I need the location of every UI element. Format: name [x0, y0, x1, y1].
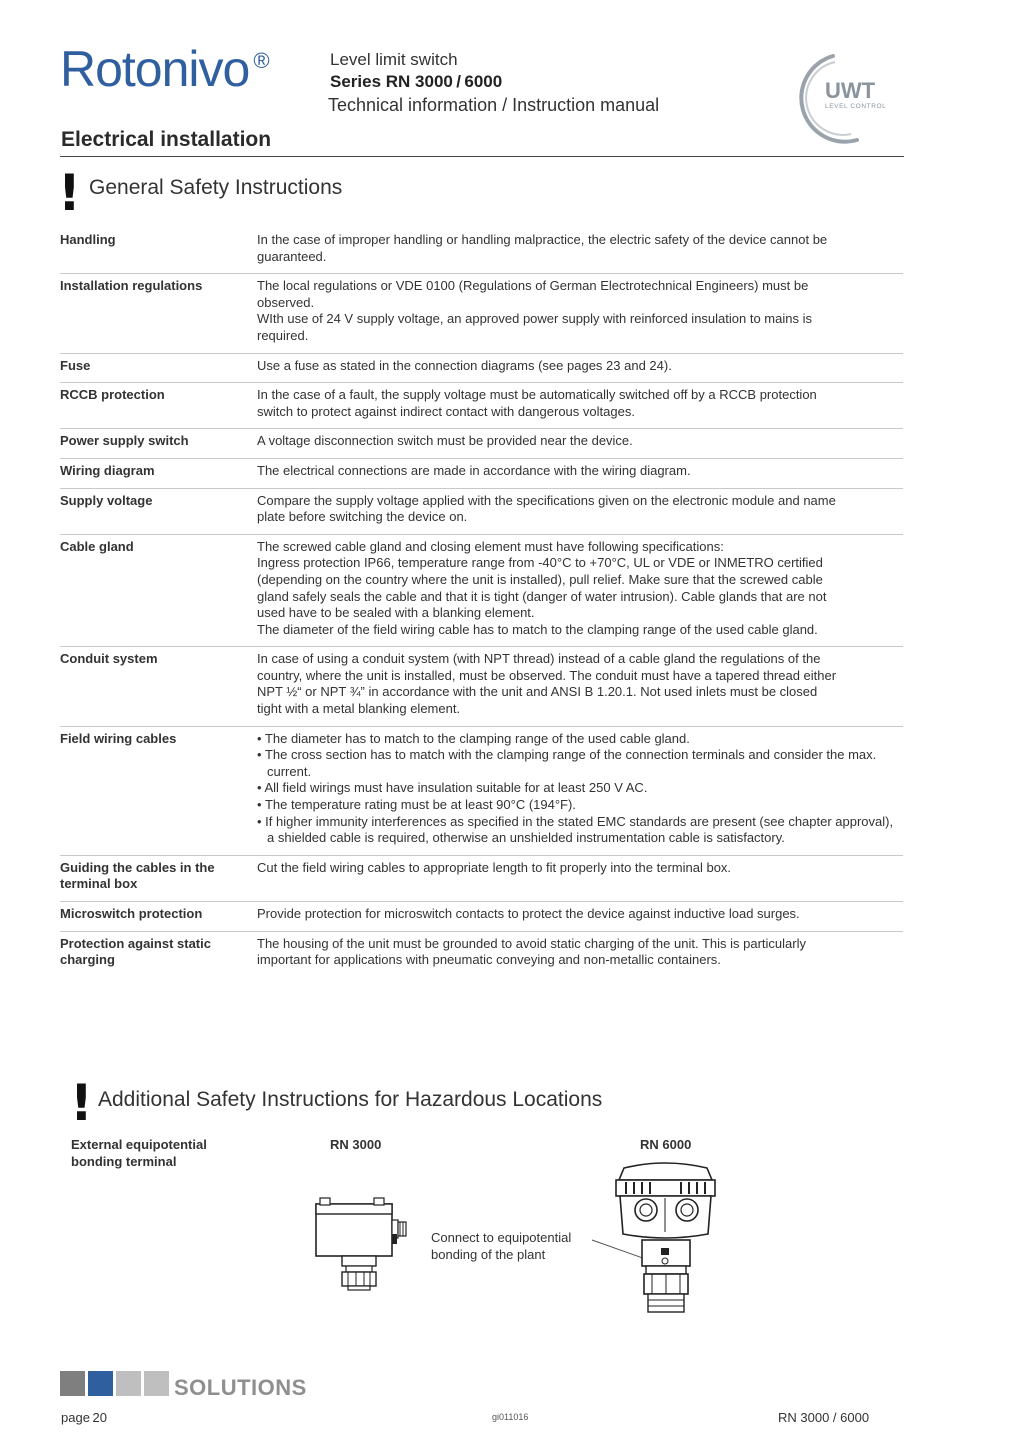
row-label: RCCB protection — [60, 387, 165, 403]
row-text-line: used have to be sealed with a blanking element. — [257, 605, 535, 621]
row-label: Handling — [60, 232, 116, 247]
row-text-line: observed. — [257, 294, 315, 310]
section-title: Electrical installation — [61, 128, 272, 151]
header-doc-type: Technical information / Instruction manual — [328, 95, 660, 115]
row-text — [257, 650, 903, 717]
bullet-item: • All field wirings must have insulation suitable for at least 250 V AC. — [257, 780, 648, 796]
row-label: Protection against static charging — [60, 935, 211, 968]
document-code: gi011016 — [492, 1412, 529, 1422]
bullet-item: • The diameter has to match to the clamping range of the used cable gland. — [257, 730, 690, 746]
table-row — [60, 429, 903, 459]
row-text — [257, 730, 903, 847]
row-label: Field wiring cables — [60, 730, 177, 746]
row-text — [257, 231, 903, 265]
bullet-item: • The cross section has to match with the clamping range of the connection terminals and consider the max. current. — [257, 747, 877, 779]
table-row — [60, 489, 903, 535]
row-text-line: Use a fuse as stated in the connection diagrams (see pages 23 and 24). — [257, 357, 672, 373]
row-label: Installation regulations — [60, 278, 203, 294]
general-safety-title: General Safety Instructions — [89, 176, 343, 199]
row-text-line: guaranteed. — [257, 248, 327, 264]
row-label: Cable gland — [60, 538, 134, 554]
connect-note: Connect to equipotential bonding of the plant — [431, 1230, 572, 1262]
exclamation-icon: ! — [58, 164, 81, 222]
row-text-line: required. — [257, 327, 309, 343]
brand-title: Rotonivo ® — [60, 41, 269, 97]
row-text-line: The local regulations or VDE 0100 (Regulations of German Electrotechnical Engineers) must be — [257, 278, 809, 294]
row-text-line: In the case of a fault, the supply voltage must be automatically switched off by a RCCB protection — [257, 387, 817, 403]
header-series: Series RN 3000 / 6000 — [330, 72, 503, 91]
table-row — [60, 535, 903, 648]
hazardous-safety-title: Additional Safety Instructions for Hazardous Locations — [98, 1088, 603, 1111]
footer-model: RN 3000 / 6000 — [778, 1410, 870, 1425]
row-text-line: (depending on the country where the unit is installed), pull relief. Make sure that the screwed cable — [257, 571, 823, 587]
table-row — [60, 856, 903, 902]
row-text-line: The electrical connections are made in accordance with the wiring diagram. — [257, 462, 691, 478]
row-text — [257, 859, 903, 893]
row-text — [257, 538, 903, 639]
exclamation-icon: ! — [70, 1074, 93, 1132]
row-text-line: In the case of improper handling or handling malpractice, the electric safety of the device cannot be — [257, 232, 828, 247]
row-text — [257, 462, 903, 480]
rn3000-label: RN 3000 — [330, 1137, 382, 1152]
row-label: Guiding the cables in the terminal box — [60, 859, 215, 892]
rn6000-device-drawing — [608, 1160, 723, 1315]
row-text-line: NPT ½“ or NPT ¾” in accordance with the unit and ANSI B 1.20.1. Not used inlets must be closed — [257, 684, 818, 700]
row-text-line: WIth use of 24 V supply voltage, an approved power supply with reinforced insulation to mains is — [257, 311, 812, 327]
header-divider — [60, 156, 904, 157]
page-number: page 20 — [61, 1410, 107, 1425]
row-text-line: important for applications with pneumatic conveying and non-metallic containers. — [257, 952, 721, 968]
row-text — [257, 492, 903, 526]
table-row — [60, 932, 903, 977]
row-label: Supply voltage — [60, 492, 153, 508]
solutions-logo — [60, 1370, 390, 1398]
row-label: Power supply switch — [60, 433, 189, 449]
registered-mark: ® — [253, 48, 269, 73]
row-text-line: gland safely seals the cable and that it is tight (danger of water intrusion). Cable glands that are not — [257, 588, 827, 604]
row-text-line: Cut the field wiring cables to appropriate length to fit properly into the terminal box. — [257, 859, 732, 875]
logo-text: UWT — [825, 78, 876, 103]
row-label: Wiring diagram — [60, 462, 155, 478]
table-row — [60, 459, 903, 489]
bullet-item: • The temperature rating must be at least 90°C (194°F). — [257, 797, 576, 813]
table-row — [60, 902, 903, 932]
row-text — [257, 357, 903, 375]
table-row — [60, 647, 903, 726]
row-text-line: Provide protection for microswitch contacts to protect the device against inductive load surges. — [257, 906, 800, 921]
header-product-type: Level limit switch — [330, 50, 458, 69]
row-label: Conduit system — [60, 651, 158, 667]
row-text-line: switch to protect against indirect contact with dangerous voltages. — [257, 403, 635, 419]
rn3000-device-drawing — [312, 1196, 432, 1296]
row-text-line: country, where the unit is installed, must be observed. The conduit must have a tapered thread either — [257, 667, 837, 683]
uwt-logo — [785, 52, 905, 147]
row-text-line: The screwed cable gland and closing element must have following specifications: — [257, 538, 724, 554]
bullet-item: • If higher immunity interferences as specified in the stated EMC standards are present (see chapter approval), a shielded cable is required, otherwise an unshielded instrumentation cable is satisfactory. — [257, 813, 894, 846]
table-row — [60, 383, 903, 429]
table-row — [60, 228, 903, 274]
row-text-line: Ingress protection IP66, temperature range from -40°C to +70°C, UL or VDE or INMETRO certified — [257, 555, 823, 571]
row-text-line: plate before switching the device on. — [257, 509, 468, 525]
row-text-line: Compare the supply voltage applied with the specifications given on the electronic module and name — [257, 492, 836, 508]
row-text — [257, 905, 903, 923]
row-text-line: The housing of the unit must be grounded to avoid static charging of the unit. This is particularly — [257, 935, 806, 951]
row-label: Microswitch protection — [60, 906, 203, 921]
row-text-line: tight with a metal blanking element. — [257, 701, 461, 717]
solutions-text: SOLUTIONS — [174, 1375, 307, 1398]
row-label: Fuse — [60, 357, 91, 373]
table-row — [60, 727, 903, 856]
row-text — [257, 386, 903, 420]
rn6000-label: RN 6000 — [640, 1137, 692, 1152]
table-row — [60, 274, 903, 353]
safety-table — [60, 228, 903, 977]
row-text-line: The diameter of the field wiring cable has to match to the clamping range of the used cable gland. — [257, 621, 818, 637]
row-text-line: A voltage disconnection switch must be provided near the device. — [257, 433, 633, 449]
row-text — [257, 935, 903, 969]
table-row — [60, 354, 903, 384]
row-text — [257, 277, 903, 344]
row-text-line: In case of using a conduit system (with NPT thread) instead of a cable gland the regulations of the — [257, 651, 821, 667]
logo-subtext: LEVEL CONTROL — [825, 103, 887, 110]
equipotential-label: External equipotential bonding terminal — [71, 1137, 207, 1169]
row-text — [257, 432, 903, 450]
